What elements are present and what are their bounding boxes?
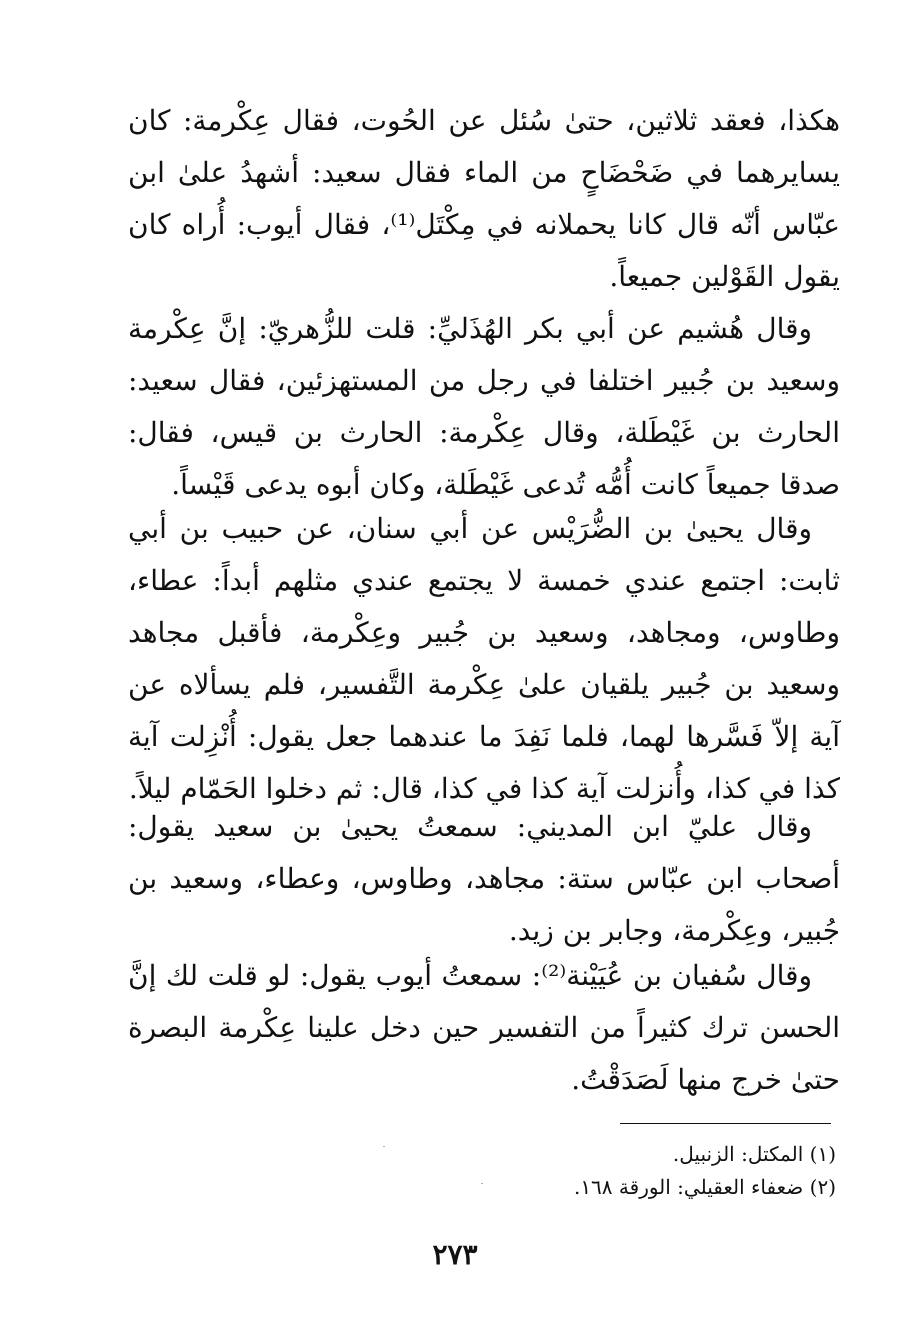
paragraph-2 [128,303,840,511]
paragraph-1-text: هكذا، فعقد ثلاثين، حتىٰ سُئل عن الحُوت، فقال عِكْرمة: كان يسايرهما في ضَحْضَاحٍ من الماء فقال سعيد: أشهدُ علىٰ ابن عبّاس أنّه قال كانا يحملانه في مِكْتَل⁽¹⁾، فقال أيوب: أُراه كان يقول القَوْلين جميعاً. [128,104,840,293]
paragraph-4-text: وقال عليّ ابن المديني: سمعتُ يحيىٰ بن سعيد يقول: أصحاب ابن عبّاس ستة: مجاهد، وطاوس، وعطاء، وسعيد بن جُبير، وعِكْرمة، وجابر بن زيد. [128,810,840,947]
page-number: ٢٧٣ [432,1238,478,1271]
paragraph-5-text: وقال سُفيان بن عُيَيْنة⁽²⁾: سمعتُ أيوب يقول: لو قلت لك إنَّ الحسن ترك كثيراً من التفسير حين دخل علينا عِكْرمة البصرة حتىٰ خرج منها لَصَدَقْتُ. [128,959,840,1096]
paragraph-1 [128,95,840,303]
paragraph-5 [128,950,840,1106]
scan-speck [383,1146,385,1147]
footnotes [420,1138,836,1204]
paragraph-2-text: وقال هُشيم عن أبي بكر الهُذَليِّ: قلت للزُّهريّ: إنَّ عِكْرمة وسعيد بن جُبير اختلفا في رجل من المستهزئين، فقال سعيد: الحارث بن غَيْطَلة، وقال عِكْرمة: الحارث بن قيس، فقال: صدقا جميعاً كانت أُمُّه تُدعى غَيْطَلة، وكان أبوه يدعى قَيْساً. [128,312,840,501]
scan-speck [481,1183,483,1184]
footnote-2: (٢) ضعفاء العقيلي: الورقة ١٦٨. [573,1175,836,1199]
paragraph-4 [128,801,840,957]
footnote-1: (١) المكتل: الزنبيل. [672,1142,836,1166]
paragraph-3-text: وقال يحيىٰ بن الضُّرَيْس عن أبي سنان، عن حبيب بن أبي ثابت: اجتمع عندي خمسة لا يجتمع عندي مثلهم أبداً: عطاء، وطاوس، ومجاهد، وسعيد بن جُبير وعِكْرمة، فأقبل مجاهد وسعيد بن جُبير يلقيان علىٰ عِكْرمة التَّفسير، فلم يسألاه عن آية إلاّ فَسَّرها لهما، فلما نَفِدَ ما عندهما جعل يقول: أُنْزِلت آية كذا في كذا، وأُنزلت آية كذا في كذا، قال: ثم دخلوا الحَمّام ليلاً. [128,512,840,805]
paragraph-3 [128,503,840,815]
footnote-separator-rule [620,1123,831,1124]
